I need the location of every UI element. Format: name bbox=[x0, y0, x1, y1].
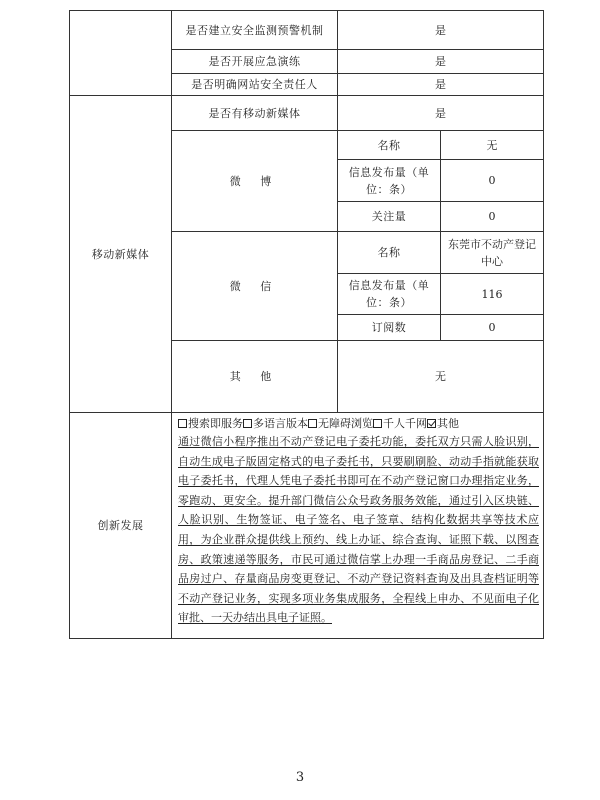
page-number: 3 bbox=[295, 770, 305, 785]
has-mobile-media-label: 是否有移动新媒体 bbox=[172, 96, 338, 131]
innovation-options bbox=[178, 415, 539, 432]
accessibility-checkbox[interactable] bbox=[308, 419, 317, 428]
wechat-label: 微 信 bbox=[172, 232, 338, 341]
innovation-row bbox=[70, 413, 544, 639]
has-mobile-media-row bbox=[70, 96, 544, 131]
other-media-label: 其 他 bbox=[172, 341, 338, 413]
security-section-cell bbox=[70, 11, 172, 96]
security-owner-label: 是否明确网站安全责任人 bbox=[172, 74, 338, 96]
wechat-subscribers-value: 0 bbox=[441, 315, 544, 341]
weibo-followers-label: 关注量 bbox=[338, 202, 441, 232]
search-service-checkbox[interactable] bbox=[178, 419, 187, 428]
other-media-value: 无 bbox=[338, 341, 544, 413]
multilingual-checkbox[interactable] bbox=[243, 419, 252, 428]
warning-mechanism-value: 是 bbox=[338, 11, 544, 50]
innovation-section-label: 创新发展 bbox=[70, 413, 172, 639]
weibo-name-value: 无 bbox=[441, 131, 544, 160]
warning-mechanism-row bbox=[70, 11, 544, 50]
multilingual-option-label: 多语言版本 bbox=[253, 417, 308, 430]
wechat-name-value: 东莞市不动产登记中心 bbox=[441, 232, 544, 274]
wechat-subscribers-label: 订阅数 bbox=[338, 315, 441, 341]
accessibility-option-label: 无障碍浏览 bbox=[318, 417, 373, 430]
has-mobile-media-value: 是 bbox=[338, 96, 544, 131]
government-website-report-table bbox=[69, 10, 544, 639]
wechat-posts-value: 116 bbox=[441, 274, 544, 315]
weibo-followers-value: 0 bbox=[441, 202, 544, 232]
weibo-posts-label: 信息发布量（单位：条） bbox=[338, 160, 441, 202]
innovation-description: 通过微信小程序推出不动产登记电子委托功能，委托双方只需人脸识别，自动生成电子版固定格式的电子委托书，只要刷刷脸、动动手指就能获取电子委托书，代理人凭电子委托书即可在不动产登记窗口办理指定业务，零跑动、更安全。提升部门微信公众号政务服务效能，通过引入区块链、人脸识别、生物签证、电子签名、电子签章、结构化数据共享等技术应用，为企业群众提供线上预约、线上办证、综合查询、证照下载、以图查房、政策速递等服务，市民可通过微信掌上办理一手商品房登记、二手商品房过户、存量商品房变更登记、不动产登记资料查询及出具查档证明等不动产登记业务，实现多项业务集成服务，全程线上申办、不见面电子化审批、一天办结出具电子证照。 bbox=[178, 435, 539, 625]
search-service-option-label: 搜索即服务 bbox=[188, 417, 243, 430]
weibo-label: 微 博 bbox=[172, 131, 338, 232]
other-option-label: 其他 bbox=[437, 417, 459, 430]
security-owner-value: 是 bbox=[338, 74, 544, 96]
wechat-posts-label: 信息发布量（单位：条） bbox=[338, 274, 441, 315]
personalized-site-checkbox[interactable] bbox=[373, 419, 382, 428]
weibo-posts-value: 0 bbox=[441, 160, 544, 202]
wechat-name-label: 名称 bbox=[338, 232, 441, 274]
emergency-drill-value: 是 bbox=[338, 50, 544, 74]
mobile-media-section-label: 移动新媒体 bbox=[70, 96, 172, 413]
innovation-content bbox=[172, 413, 544, 639]
warning-mechanism-label: 是否建立安全监测预警机制 bbox=[172, 11, 338, 50]
personalized-site-option-label: 千人千网 bbox=[383, 417, 427, 430]
emergency-drill-label: 是否开展应急演练 bbox=[172, 50, 338, 74]
other-option-checkbox-checked[interactable] bbox=[427, 419, 436, 428]
weibo-name-label: 名称 bbox=[338, 131, 441, 160]
